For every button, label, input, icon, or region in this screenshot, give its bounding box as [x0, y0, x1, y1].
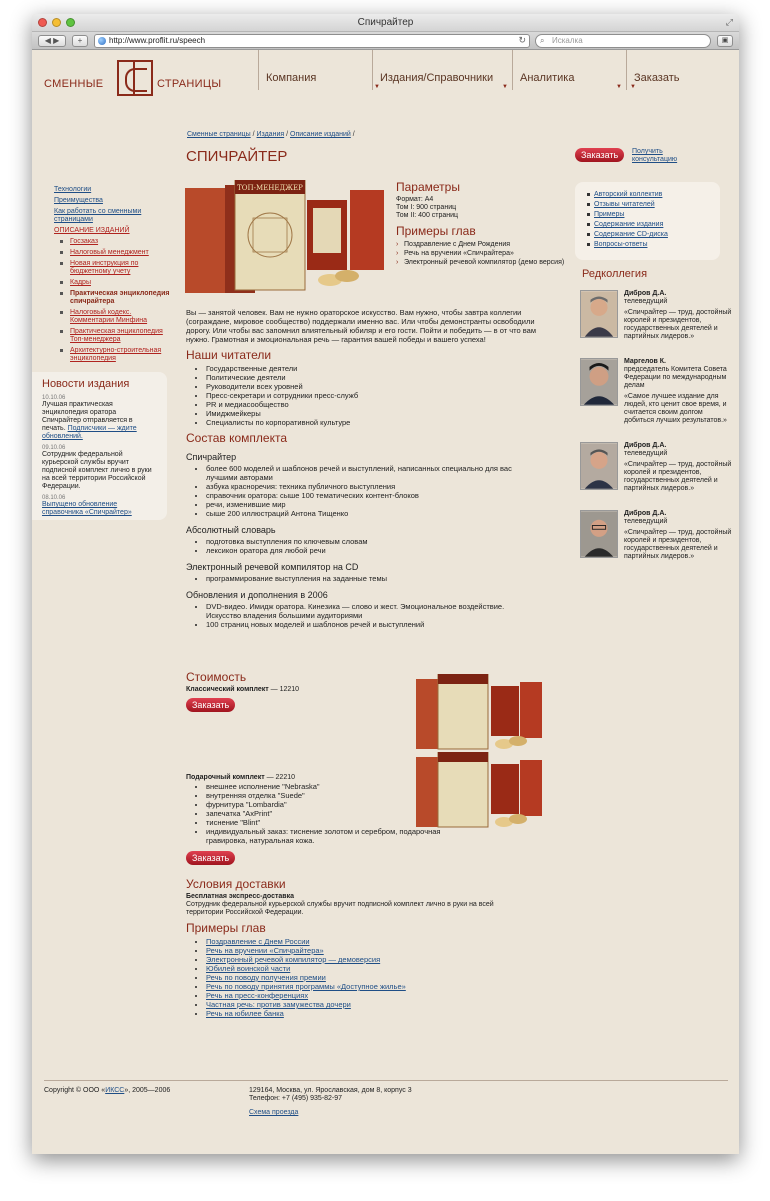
- cost-title: Стоимость: [186, 670, 247, 684]
- sidebar-item-howto[interactable]: Как работать со сменными страницами: [44, 208, 174, 224]
- search-icon: ⌕: [540, 36, 545, 45]
- product-box-label: ТОП-МЕНЕДЖЕР: [237, 184, 303, 192]
- delivery-text: Сотрудник федеральной курьерской службы вручит подписной комплект лично в руки на всей территории Российской Федерации.: [186, 901, 494, 916]
- list-item: • Государственные деятели: [206, 364, 536, 373]
- example-link[interactable]: • Речь на юбилее банка: [206, 1009, 706, 1018]
- editor-quote: «Спичрайтер — труд, достойный королей и президентов, государственных деятелей и партийных лидеров.»: [624, 309, 732, 340]
- classic-kit-image: [416, 674, 546, 754]
- topnav-item-company[interactable]: Компания ▼: [258, 50, 378, 94]
- examples-title: Примеры глав: [396, 224, 476, 238]
- example-link[interactable]: • Речь на пресс-конференциях: [206, 991, 706, 1000]
- window-title: Спичрайтер: [357, 17, 414, 28]
- sidebar-subitem[interactable]: Налоговый кодекс. Комментарии Минфина: [60, 309, 174, 325]
- sidebar-subitem[interactable]: Новая инструкция по бюджетному учету: [60, 260, 174, 276]
- params-title: Параметры: [396, 180, 460, 194]
- list-item: • Имиджмейкеры: [206, 409, 536, 418]
- editor-photo: [580, 358, 618, 406]
- list-item: • DVD-видео. Имидж оратора. Кинезика — слово и жест. Эмоциональное воздействие. Искусство владения большими аудиториями: [206, 602, 536, 620]
- editor-card: [580, 442, 730, 504]
- company-link[interactable]: ИКСС: [105, 1087, 125, 1094]
- news-title: Новости издания: [42, 378, 130, 390]
- kit-group-title: Абсолютный словарь: [186, 525, 276, 535]
- example-link[interactable]: • Электронный речевой компилятор — демоверсия: [206, 955, 706, 964]
- editor-photo: [580, 510, 618, 558]
- readers-title: Наши читатели: [186, 348, 272, 362]
- example-link[interactable]: • Поздравление с Днем России: [206, 937, 706, 946]
- intro-text: Вы — занятой человек. Вам не нужно ораторское искусство. Вам нужно, чтобы завтра коллегии (сограждане, мировое сообщество) поддержали именно вас. Или чтобы демонстранты освободили дорогу. Или чтобы вас запомнил влиятельный юбиляр и его гости. Пойти и победить — в от что вам нужно. Грамотная и эмоциональная речь — гарантия вашей победы и вашего успеха!: [186, 308, 536, 344]
- arrow-down-icon: ▼: [374, 84, 380, 90]
- right-link[interactable]: Примеры: [587, 210, 708, 220]
- editor-role: телеведущий: [624, 450, 668, 457]
- browser-toolbar: [32, 32, 739, 50]
- editor-role: телеведущий: [624, 298, 668, 305]
- sidebar-subitem-current: Практическая энциклопедия спичрайтера: [60, 290, 174, 306]
- list-item: • фурнитура "Lombardia": [206, 800, 446, 809]
- kit-group-title: Спичрайтер: [186, 452, 237, 462]
- editor-quote: «Спичрайтер — труд, достойный королей и президентов, государственных деятелей и партийных лидеров.»: [624, 529, 732, 560]
- editor-card: [580, 358, 730, 438]
- gift-price: Подарочный комплект — 22210: [186, 774, 295, 781]
- breadcrumb-link[interactable]: Описание изданий: [290, 131, 351, 138]
- list-item: • более 600 моделей и шаблонов речей и выступлений, написанных специально для вас лучшими авторами: [206, 464, 536, 482]
- editor-name: Дибров Д.А.: [624, 442, 667, 449]
- resize-icon[interactable]: ⤢: [725, 17, 733, 27]
- product-box-image: [185, 180, 390, 295]
- example-item[interactable]: › Поздравление с Днем Рождения: [396, 240, 566, 249]
- sidebar-subitem[interactable]: Налоговый менеджмент: [60, 249, 174, 257]
- url-text: http://www.proflit.ru/speech: [109, 36, 206, 45]
- editor-card: [580, 510, 730, 572]
- delivery-bold: Бесплатная экспресс-доставка: [186, 893, 295, 900]
- sidebar-item-technologies[interactable]: Технологии: [44, 186, 174, 194]
- classic-price: Классический комплект — 12210: [186, 686, 300, 693]
- topnav-item-order[interactable]: Заказать ▼: [626, 50, 726, 94]
- list-item: • Политические деятели: [206, 373, 536, 382]
- browser-window: [32, 14, 739, 1154]
- breadcrumb-link[interactable]: Сменные страницы: [187, 131, 251, 138]
- main-content: [186, 308, 536, 629]
- news-item: Сотрудник федеральной курьерской службы вручит подписной комплект лично в руки на всей территории Российской Федерации.: [42, 451, 152, 490]
- news-date: 09.10.06: [42, 445, 66, 451]
- logo-text-right: СТРАНИЦЫ: [157, 78, 222, 90]
- add-bookmark-button[interactable]: +: [72, 35, 88, 47]
- cost-section: [186, 670, 706, 1018]
- copyright: Copyright © ООО «ИКСС», 2005—2006: [44, 1087, 171, 1094]
- example-link[interactable]: • Речь по поводу получения премии: [206, 973, 706, 982]
- list-item: • Специалисты по корпоративной культуре: [206, 418, 536, 427]
- contact-block: [249, 1087, 412, 1117]
- sidebar-subitem[interactable]: Кадры: [60, 279, 174, 287]
- consultation-link[interactable]: Получить консультацию: [632, 148, 678, 163]
- map-link[interactable]: Схема проезда: [249, 1109, 299, 1116]
- list-item: • азбука красноречия: техника публичного выступления: [206, 482, 536, 491]
- param-line: Том I: 900 страниц: [396, 204, 457, 211]
- phone: Телефон: +7 (495) 935-82-97: [249, 1095, 343, 1102]
- example-link[interactable]: • Речь по поводу принятия программы «Доступное жилье»: [206, 982, 706, 991]
- search-placeholder: Искалка: [552, 36, 583, 45]
- editor-role: председатель Комитета Совета Федерации по международным делам: [624, 366, 727, 389]
- arrow-down-icon: ▼: [616, 84, 622, 90]
- sidebar-item-advantages[interactable]: Преимущества: [44, 197, 174, 205]
- arrow-down-icon: ▼: [630, 84, 636, 90]
- site-logo[interactable]: [44, 60, 254, 105]
- list-item: • подготовка выступления по ключевым словам: [206, 537, 536, 546]
- kit-group-title: Обновления и дополнения в 2006: [186, 590, 328, 600]
- right-link[interactable]: Авторский коллектив: [587, 190, 708, 200]
- editor-name: Дибров Д.А.: [624, 510, 667, 517]
- list-item: • речи, изменившие мир: [206, 500, 536, 509]
- address: 129164, Москва, ул. Ярославская, дом 8, корпус 3: [249, 1087, 412, 1094]
- editor-name: Маргелов К.: [624, 358, 666, 365]
- list-item: • индивидуальный заказ: тиснение золотом и серебром, подарочная гравировка, натуральная кожа.: [206, 827, 446, 845]
- right-link[interactable]: Содержание издания: [587, 220, 708, 230]
- reload-icon[interactable]: ↻: [518, 35, 526, 45]
- list-item: • программирование выступления на заданные темы: [206, 574, 536, 583]
- sidebar-item-descriptions[interactable]: ОПИСАНИЕ ИЗДАНИЙ Госзаказ Налоговый менеджмент Новая инструкция по бюджетному учету Кадры Практическая энциклопедия спичрайтера Налоговый кодекс. Комментарии Минфина Практическая энциклопедия Топ-менеджера Архитектурно-строительная энциклопедия: [44, 227, 174, 363]
- editor-photo: [580, 290, 618, 338]
- breadcrumb: Сменные страницы / Издания / Описание изданий /: [187, 131, 355, 138]
- editor-role: телеведущий: [624, 518, 668, 525]
- editor-photo: [580, 442, 618, 490]
- kit-title: Состав комплекта: [186, 431, 287, 445]
- gift-kit-image: [416, 752, 546, 832]
- sidebar-subitem[interactable]: Практическая энциклопедия Топ-менеджера: [60, 328, 174, 344]
- examples2-title: Примеры глав: [186, 921, 266, 935]
- right-link[interactable]: Содержание CD-диска: [587, 230, 708, 240]
- list-item: • PR и медиасообщество: [206, 400, 536, 409]
- example-link[interactable]: • Частная речь: против замужества дочери: [206, 1000, 706, 1009]
- editor-name: Дибров Д.А.: [624, 290, 667, 297]
- list-item: • справочник оратора: сыше 100 тематических контент-блоков: [206, 491, 536, 500]
- page-title: СПИЧРАЙТЕР: [186, 148, 288, 165]
- news-date: 10.10.06: [42, 395, 66, 401]
- news-date: 08.10.06: [42, 495, 66, 501]
- list-item: • запечатка "AxPrint": [206, 809, 446, 818]
- news-item: Выпущено обновление справочника «Спичрайтер»: [42, 501, 132, 516]
- logo-mark-icon: [117, 60, 153, 96]
- arrow-down-icon: ▼: [502, 84, 508, 90]
- globe-icon: [98, 37, 106, 45]
- news-item: Лучшая практическая энциклопедия оратора Спичрайтер отправляется в печать. Подписчики — ждите обновлений.: [42, 401, 137, 440]
- title-bar: [32, 14, 739, 32]
- param-line: Том II: 400 страниц: [396, 212, 459, 219]
- order-button[interactable]: Заказать: [575, 148, 624, 162]
- list-item: • лексикон оратора для любой речи: [206, 546, 536, 555]
- right-link[interactable]: Отзывы читателей: [587, 200, 708, 210]
- editor-quote: «Самое лучшее издание для людей, кто ценит свое время, и считается своим долгом добиться лучших результатов.»: [624, 393, 727, 424]
- right-link[interactable]: Вопросы-ответы: [587, 240, 708, 250]
- example-link[interactable]: • Речь на вручении «Спичрайтера»: [206, 946, 706, 955]
- order-gift-button[interactable]: Заказать: [186, 851, 235, 865]
- news-panel: [32, 372, 167, 520]
- list-item: • внутренняя отделка "Suede": [206, 791, 446, 800]
- list-item: • 100 страниц новых моделей и шаблонов речей и выступлений: [206, 620, 536, 629]
- list-item: • тиснение "Blint": [206, 818, 446, 827]
- redkollegia-title: Редколлегия: [582, 268, 648, 280]
- order-classic-button[interactable]: Заказать: [186, 698, 235, 712]
- breadcrumb-link[interactable]: Издания: [256, 131, 285, 138]
- page-footer: [44, 1080, 728, 1116]
- editor-card: [580, 290, 730, 352]
- logo-text-left: СМЕННЫЕ: [44, 78, 104, 90]
- topnav-item-analytics[interactable]: Аналитика ▼: [512, 50, 624, 94]
- example-link[interactable]: • Юбилей воинской части: [206, 964, 706, 973]
- params-block: [396, 180, 566, 267]
- param-line: Формат: А4: [396, 196, 434, 203]
- delivery-title: Условия доставки: [186, 877, 286, 891]
- sidebar-subitem[interactable]: Госзаказ: [60, 238, 174, 246]
- list-item: • Пресс-секретари и сотрудники пресс-служб: [206, 391, 536, 400]
- example-item[interactable]: › Речь на вручении «Спичрайтера»: [396, 249, 566, 258]
- list-item: • Руководители всех уровней: [206, 382, 536, 391]
- web-page: [32, 50, 739, 1154]
- page-menu-button[interactable]: ▣: [717, 35, 733, 47]
- topnav-item-editions[interactable]: Издания/Справочники ▼: [372, 50, 512, 94]
- right-links-box: [575, 182, 720, 260]
- editor-quote: «Спичрайтер — труд, достойный королей и президентов, государственных деятелей и партийных лидеров.»: [624, 461, 732, 492]
- example-item[interactable]: › Электронный речевой компилятор (демо версия): [396, 258, 566, 267]
- search-input[interactable]: [535, 34, 711, 48]
- sidebar-subitem[interactable]: Архитектурно-строительная энциклопедия: [60, 347, 174, 363]
- address-bar[interactable]: [94, 34, 530, 48]
- list-item: • внешнее исполнение "Nebraska": [206, 782, 446, 791]
- kit-group-title: Электронный речевой компилятор на CD: [186, 562, 359, 572]
- left-sidebar-nav: [44, 186, 174, 366]
- back-forward-button[interactable]: ◀ ▶: [38, 35, 66, 47]
- list-item: • сыше 200 иллюстраций Антона Тищенко: [206, 509, 536, 518]
